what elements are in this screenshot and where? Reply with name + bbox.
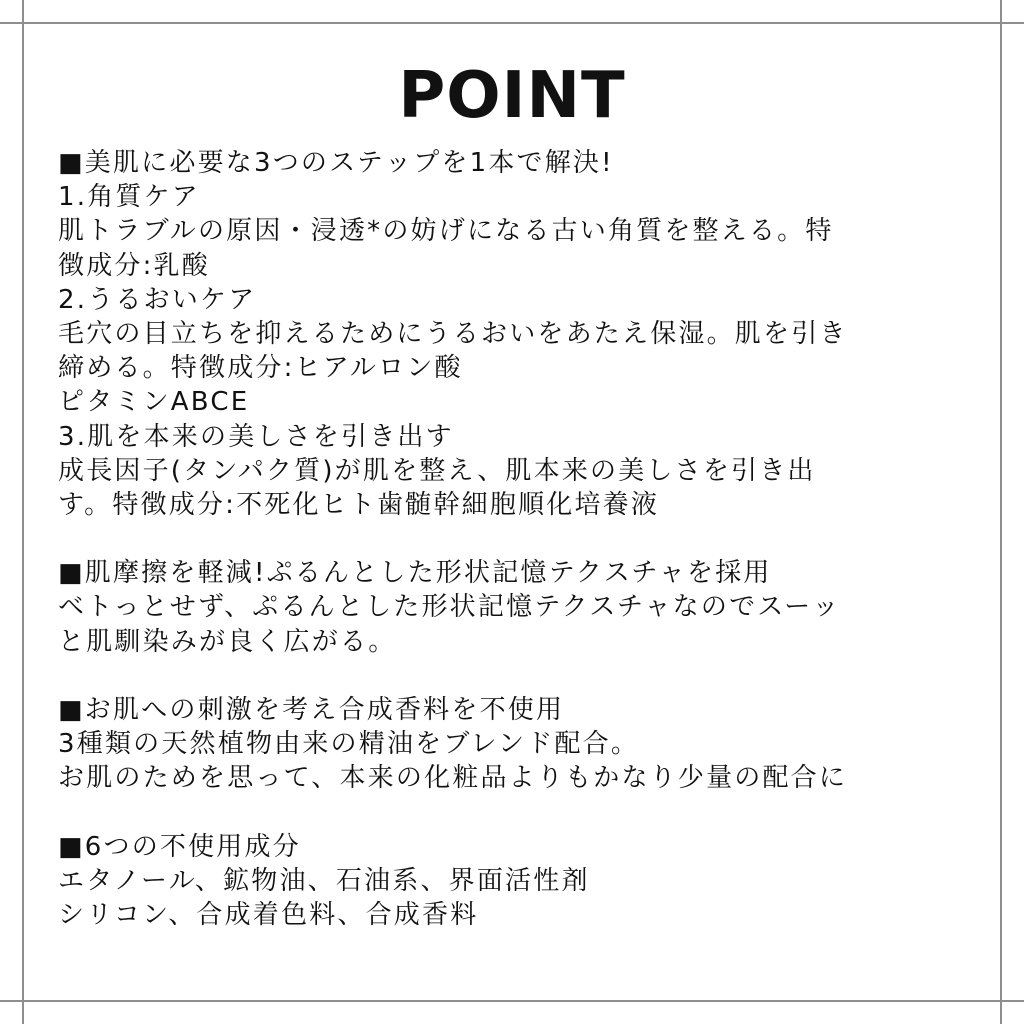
text-line: 締める。特徴成分:ヒアルロン酸	[58, 353, 463, 384]
text-line: 徴成分:乳酸	[58, 250, 210, 281]
text-line: 成長因子(タンパク質)が肌を整え、肌本来の美しさを引き出	[58, 455, 816, 486]
section-heading: ■美肌に必要な3つのステップを1本で解決!	[58, 148, 614, 178]
text-line: と肌馴染みが良く広がる。	[58, 626, 397, 657]
section-fragrance	[58, 693, 970, 796]
frame-bottom-line	[0, 1000, 1024, 1002]
text-line: エタノール、鉱物油、石油系、界面活性剤	[58, 865, 590, 896]
frame-right-line	[1000, 0, 1002, 1024]
text-line: 毛穴の目立ちを抑えるためにうるおいをあたえ保湿。肌を引き	[58, 318, 848, 349]
page-title: POINT	[398, 59, 626, 133]
text-line: す。特徴成分:不死化ヒト歯髄幹細胞順化培養液	[58, 489, 660, 520]
text-line: お肌のためを思って、本来の化粧品よりもかなり少量の配合に	[58, 763, 848, 794]
point-content	[58, 146, 970, 932]
text-line: 肌トラブルの原因・浸透*の妨げになる古い角質を整える。特	[58, 216, 834, 247]
spacer	[58, 659, 970, 693]
section-heading: ■お肌への刺激を考え合成香料を不使用	[58, 695, 565, 725]
spacer	[58, 796, 970, 830]
spacer	[58, 522, 970, 556]
section-texture	[58, 556, 970, 659]
text-line: 3.肌を本来の美しさを引き出す	[58, 421, 454, 452]
section-steps	[58, 146, 970, 522]
text-line: 3種類の天然植物由来の精油をブレンド配合。	[58, 729, 640, 760]
text-line: ベトっとせず、ぷるんとした形状記憶テクスチャなのでスーッ	[58, 592, 841, 623]
frame-top-line	[0, 22, 1024, 24]
text-line: ピタミンABCE	[58, 387, 250, 418]
text-line: 1.角質ケア	[58, 182, 201, 213]
text-line: 2.うるおいケア	[58, 284, 257, 315]
section-heading: ■肌摩擦を軽減!ぷるんとした形状記憶テクスチャを採用	[58, 558, 772, 589]
section-heading: ■6つの不使用成分	[58, 831, 301, 862]
text-line: シリコン、合成着色料、合成香料	[58, 900, 479, 931]
frame-left-line	[22, 0, 24, 1024]
section-free-from	[58, 830, 970, 933]
